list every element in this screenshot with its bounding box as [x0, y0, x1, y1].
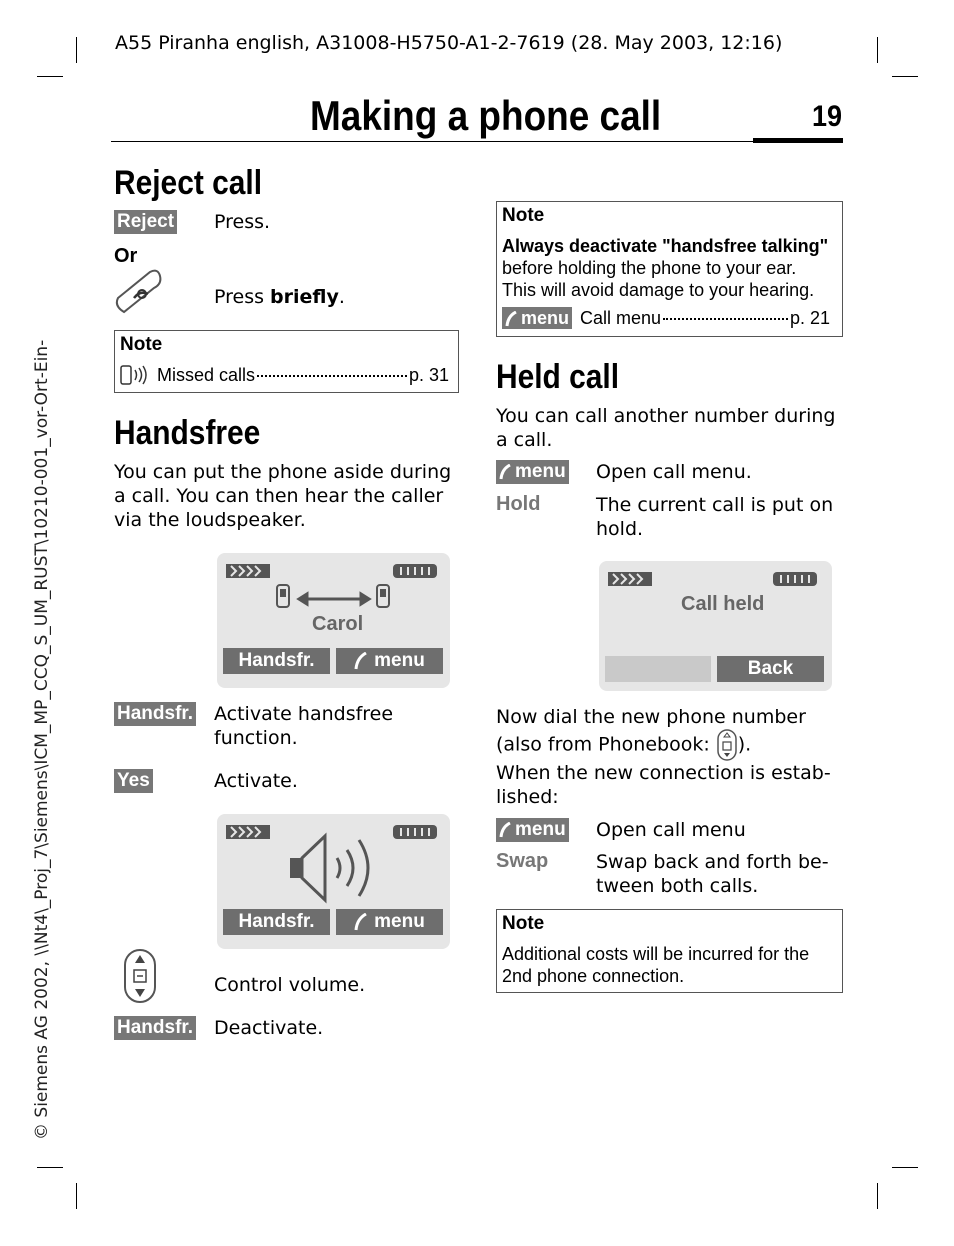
loudspeaker-icon [287, 832, 382, 904]
phone-handset-icon [499, 822, 511, 838]
note-title: Note [120, 334, 163, 355]
crop-mark [37, 76, 63, 77]
end-call-key-icon [112, 266, 164, 318]
title-rule [111, 141, 753, 142]
call-connection-icon [275, 583, 395, 615]
signal-strength-icon [607, 571, 653, 587]
battery-icon [391, 824, 439, 840]
note-bold-line: Always deactivate "handsfree talking" [502, 236, 829, 256]
menu-softkey: menu [502, 307, 572, 329]
dial-new-number-text: Now dial the new phone number (also from Phonebook: ). [496, 705, 841, 761]
handsfree-softkey: Handsfr. [114, 702, 196, 726]
handsfree-softkey-display[interactable]: Handsfr. [223, 648, 330, 674]
crop-mark [877, 37, 878, 63]
missed-call-icon [119, 364, 149, 386]
running-head: A55 Piranha english, A31008-H5750-A1-2-7619 (28. May 2003, 12:16) [115, 32, 783, 54]
or-label: Or [114, 245, 138, 267]
signal-strength-icon [225, 563, 271, 579]
page-number-rule [753, 138, 843, 143]
handsfree-activate-text: Activate handsfree function. [214, 703, 394, 749]
battery-icon [771, 571, 819, 587]
phone-display-handsfree [217, 814, 450, 949]
empty-softkey-display [605, 656, 711, 682]
page-title: Making a phone call [310, 92, 662, 139]
swap-text: Swap back and forth be-tween both calls. [596, 851, 829, 897]
note-reference-call-menu [580, 307, 830, 329]
caller-name: Carol [312, 613, 364, 635]
heading-held-call: Held call [496, 358, 620, 396]
crop-mark [877, 1183, 878, 1209]
note-item: Call menu [580, 308, 662, 328]
phone-handset-icon [505, 311, 517, 327]
phone-handset-icon [354, 652, 368, 670]
side-copyright: © Siemens AG 2002, \\Nt4\_Proj_7\Siemens\ICM_MP_CCQ_S_UM_RUST\10210-001_vor-Ort-Ein- [32, 339, 52, 1140]
note-title: Note [502, 913, 545, 934]
volume-key-icon [122, 948, 158, 1004]
note-reference-missed-calls [157, 364, 449, 386]
menu-softkey-display[interactable]: menu [336, 648, 443, 674]
heading-reject-call: Reject call [114, 164, 263, 202]
note-page-ref[interactable]: p. 31 [408, 365, 449, 385]
yes-activate-text: Activate. [214, 770, 298, 792]
note-text: before holding the phone to your ear. This will avoid damage to your hearing. [502, 258, 815, 300]
phone-handset-icon [354, 913, 368, 931]
hold-text: The current call is put on hold. [596, 494, 834, 540]
handsfree-softkey-display[interactable]: Handsfr. [223, 909, 330, 935]
call-held-status: Call held [681, 593, 765, 615]
phone-display-call-held [599, 561, 832, 691]
new-connection-text: When the new connection is estab-lished: [496, 762, 831, 808]
yes-softkey: Yes [114, 769, 153, 793]
crop-mark [37, 1167, 63, 1168]
handsfree-deactivate-softkey: Handsfr. [114, 1016, 196, 1040]
hold-label: Hold [496, 493, 541, 515]
note-page-ref[interactable]: p. 21 [789, 308, 830, 328]
note-box-additional-costs [496, 909, 843, 993]
open-call-menu-text-2: Open call menu [596, 819, 746, 841]
swap-label: Swap [496, 850, 549, 872]
press-briefly-text: Press briefly. [214, 286, 345, 308]
held-call-intro: You can call another number during a call. [496, 405, 836, 451]
handsfree-intro: You can put the phone aside during a call. You can then hear the caller via the loudspeaker. [114, 461, 452, 531]
deactivate-text: Deactivate. [214, 1017, 324, 1039]
open-call-menu-text: Open call menu. [596, 461, 752, 483]
phone-handset-icon [499, 464, 511, 480]
menu-softkey-display[interactable]: menu [336, 909, 443, 935]
page-number: 19 [812, 100, 843, 133]
back-softkey-display[interactable]: Back [717, 656, 824, 682]
crop-mark [892, 76, 918, 77]
menu-softkey: menu [496, 818, 569, 842]
menu-softkey: menu [496, 460, 569, 484]
crop-mark [76, 1183, 77, 1209]
crop-mark [892, 1167, 918, 1168]
control-volume-text: Control volume. [214, 974, 366, 996]
note-title: Note [502, 205, 545, 226]
note-box-handsfree-warning [496, 201, 843, 337]
phone-display-call [217, 553, 450, 688]
signal-strength-icon [225, 824, 271, 840]
navigation-key-icon [716, 729, 738, 761]
note-item: Missed calls [157, 365, 256, 385]
note-box-missed-calls [114, 330, 459, 393]
heading-handsfree: Handsfree [114, 414, 261, 452]
reject-text: Press. [214, 211, 271, 233]
crop-mark [76, 37, 77, 63]
note-text: Additional costs will be incurred for the 2nd phone connection. [502, 944, 810, 986]
reject-softkey: Reject [114, 210, 177, 234]
battery-icon [391, 563, 439, 579]
